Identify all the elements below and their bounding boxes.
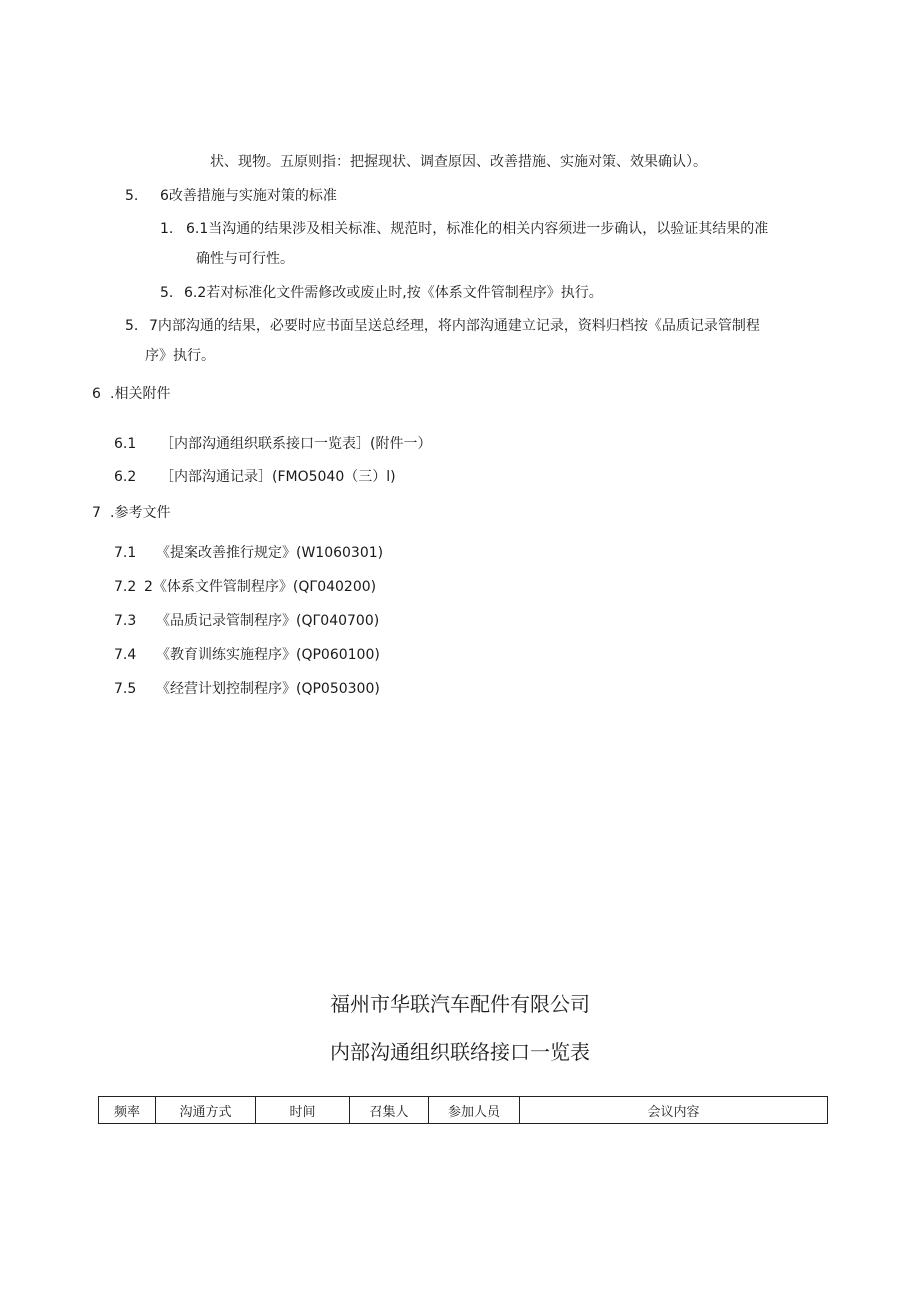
clause-text: 6.2若对标准化文件需修改或废止时,按《体系文件管制程序》执行。 — [184, 285, 603, 301]
attachment-item — [114, 467, 396, 487]
reference-item — [114, 611, 379, 631]
item-number: 7.4 — [114, 647, 137, 663]
column-header-content: 会议内容 — [520, 1097, 828, 1124]
clause-5-6 — [125, 186, 337, 206]
clause-5-7 — [125, 316, 760, 336]
section-title: .相关附件 — [110, 386, 171, 402]
section-title: .参考文件 — [110, 505, 171, 521]
item-text: ［内部沟通组织联系接口一览表］(附件一） — [160, 436, 432, 452]
item-number: 6.1 — [114, 436, 137, 452]
table-header-row — [99, 1097, 828, 1124]
reference-item — [114, 577, 376, 597]
section5-continuation-line: 状、现物。五原则指：把握现状、调查原因、改善措施、实施对策、效果确认）。 — [210, 154, 707, 170]
reference-item — [114, 645, 380, 665]
company-name: 福州市华联汽车配件有限公司 — [330, 992, 590, 1016]
item-text: 2《体系文件管制程序》(QΓ040200) — [144, 579, 377, 595]
section-number: 6 — [92, 386, 101, 402]
interface-table — [98, 1096, 828, 1124]
column-header-convener: 召集人 — [350, 1097, 429, 1124]
item-number: 7.1 — [114, 545, 137, 561]
attachment-item — [114, 434, 431, 454]
item-text: 《品质记录管制程序》(QΓ040700) — [156, 613, 380, 629]
clause-number: 5. — [125, 318, 139, 334]
item-number: 6.2 — [114, 469, 137, 485]
item-number: 7.5 — [114, 681, 137, 697]
section-number: 7 — [92, 505, 101, 521]
clause-text: 6改善措施与实施对策的标准 — [160, 188, 337, 204]
item-number: 7.3 — [114, 613, 137, 629]
clause-5-7-continuation: 序》执行。 — [145, 348, 215, 364]
section-6-heading — [92, 384, 170, 404]
item-text: 《提案改善推行规定》(W1060301) — [156, 545, 384, 561]
clause-number: 1. — [160, 221, 174, 237]
clause-5-6-1 — [160, 219, 768, 239]
clause-text: 7内部沟通的结果，必要时应书面呈送总经理，将内部沟通建立记录，资料归档按《品质记录管制程 — [149, 318, 760, 334]
item-text: ［内部沟通记录］(FMO5040（三）l) — [160, 469, 396, 485]
column-header-method: 沟通方式 — [156, 1097, 256, 1124]
item-text: 《经营计划控制程序》(QP050300) — [156, 681, 380, 697]
item-number: 7.2 — [114, 579, 137, 595]
section-7-heading — [92, 503, 170, 523]
clause-number: 5. — [125, 188, 139, 204]
clause-5-6-2 — [160, 283, 603, 303]
clause-5-6-1-continuation: 确性与可行性。 — [196, 251, 294, 267]
column-header-frequency: 频率 — [99, 1097, 156, 1124]
column-header-time: 时间 — [256, 1097, 350, 1124]
appendix-title: 内部沟通组织联络接口一览表 — [330, 1040, 590, 1064]
column-header-participants: 参加人员 — [429, 1097, 520, 1124]
reference-item — [114, 679, 380, 699]
item-text: 《教育训练实施程序》(QP060100) — [156, 647, 380, 663]
clause-number: 5. — [160, 285, 174, 301]
reference-item — [114, 543, 383, 563]
clause-text: 6.1当沟通的结果涉及相关标准、规范时，标准化的相关内容须进一步确认，以验证其结果的准 — [186, 221, 769, 237]
